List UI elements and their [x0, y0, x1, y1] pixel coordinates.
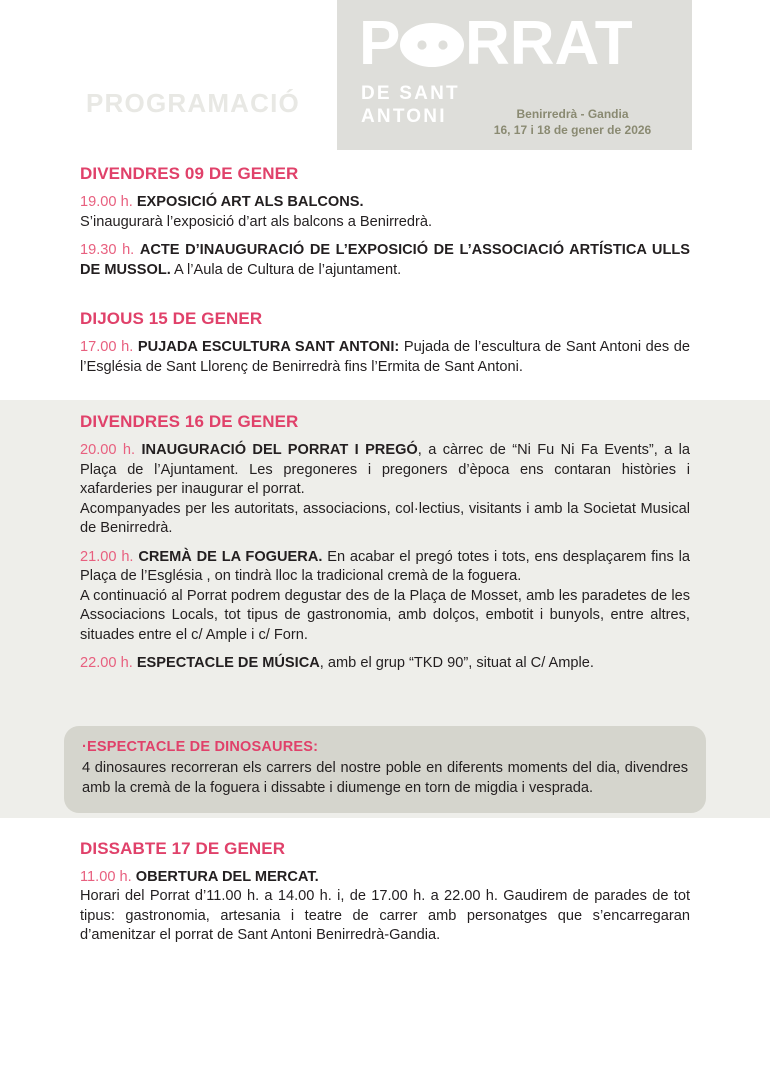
- svg-text:RRAT: RRAT: [465, 12, 633, 72]
- entry-line: [80, 548, 690, 587]
- entry-event: ACTE D’INAUGURACIÓ DE L’EXPOSICIÓ DE L’ASSOCIACIÓ ARTÍSTICA ULLS DE MUSSOL.: [80, 242, 691, 278]
- entry-line: [80, 338, 690, 377]
- program-content: [0, 152, 770, 955]
- program-entry: [80, 241, 690, 280]
- entry-line: [80, 193, 690, 213]
- entry-event: PUJADA ESCULTURA SANT ANTONI:: [137, 339, 400, 355]
- entry-extra-line: A continuació al Porrat podrem degustar des de la Plaça de Mosset, amb les paradetes de les Associacions Locals, tot tipus de gastronomia, amb dolços, embotit i bunyols, entre altres, situades entre el c/ Ample i c/ Forn.: [80, 587, 690, 643]
- entry-time: 21.00 h.: [80, 548, 134, 565]
- entry-event: ESPECTACLE DE MÚSICA: [136, 655, 320, 671]
- day-section-dijous-15: [0, 309, 770, 377]
- program-entry: [80, 654, 690, 674]
- porrat-wordmark: [359, 12, 671, 72]
- entry-line: [80, 241, 690, 280]
- dinosaur-callout-box: [64, 726, 706, 813]
- entry-extra-line: Acompanyades per les autoritats, associacions, col·lectius, visitants i amb la Societat Musical de Benirredrà.: [80, 500, 690, 536]
- event-location-dates: [465, 106, 680, 138]
- porrat-logo-subtitle-line1: DE SANT: [361, 83, 460, 104]
- entry-line: [80, 868, 690, 888]
- event-location: Benirredrà - Gandia: [516, 107, 629, 121]
- program-entry: [80, 868, 690, 946]
- entry-time: 20.00 h.: [80, 442, 136, 458]
- program-entry: [80, 193, 690, 232]
- day-heading: DIJOUS 15 DE GENER: [80, 309, 263, 328]
- day-heading: DIVENDRES 16 DE GENER: [80, 412, 299, 431]
- day-heading: DISSABTE 17 DE GENER: [80, 838, 286, 858]
- day-section-divendres-09: [0, 164, 770, 280]
- entry-time: 19.30 h.: [80, 242, 135, 258]
- event-dates: 16, 17 i 18 de gener de 2026: [493, 123, 652, 137]
- entry-event: OBERTURA DEL MERCAT.: [135, 868, 319, 885]
- document-header: [0, 0, 770, 152]
- entry-event: INAUGURACIÓ DEL PORRAT I PREGÓ: [141, 442, 418, 458]
- callout-body: 4 dinosaures recorreran els carrers del nostre poble en diferents moments del dia, divendres amb la cremà de la foguera i dissabte i diumenge en torn de migdia i vesprada.: [82, 760, 688, 796]
- entry-description: A l’Aula de Cultura de l’ajuntament.: [170, 261, 402, 278]
- porrat-logo-subtitle: [361, 82, 460, 128]
- entry-time: 19.00 h.: [80, 194, 133, 210]
- page-title: PROGRAMACIÓ: [86, 88, 300, 118]
- entry-time: 11.00 h.: [80, 868, 132, 885]
- day-section-divendres-16: [0, 412, 770, 674]
- program-entry: [80, 441, 690, 539]
- day-section-dissabte-17: [0, 839, 770, 946]
- porrat-logo-block: [337, 0, 692, 150]
- entry-event: EXPOSICIÓ ART ALS BALCONS.: [136, 194, 364, 210]
- svg-text:P: P: [359, 12, 400, 72]
- entry-time: 17.00 h.: [80, 339, 134, 355]
- entry-description: En acabar el pregó totes i tots, ens desplaçarem fins la Plaça de l’Església , on tindrà lloc la tradicional cremà de la foguera.: [80, 548, 690, 584]
- callout-title: ·ESPECTACLE DE DINOSAURES:: [82, 739, 319, 755]
- entry-description: Pujada de l’escultura de Sant Antoni des de l’Església de Sant Llorenç de Benirredrà fins l’Ermita de Sant Antoni.: [80, 339, 691, 375]
- day-heading: DIVENDRES 09 DE GENER: [80, 164, 299, 183]
- entry-extra-line: Horari del Porrat d’11.00 h. a 14.00 h. i, de 17.00 h. a 22.00 h. Gaudirem de parades de tot tipus: gastronomia, artesania i teatre de carrer amb personatges que s’encarregaran d’amenitzar el porrat de Sant Antoni Benirredrà-Gandia.: [80, 888, 690, 943]
- entry-description: , a càrrec de “Ni Fu Ni Fa Events”, a la Plaça de l’Ajuntament. Les pregoneres i pregoners d’època ens contaran històries i xafarderies per inaugurar el porrat.: [80, 442, 691, 497]
- pig-snout-icon: [400, 23, 464, 67]
- entry-line: [80, 654, 690, 674]
- entry-event: CREMÀ DE LA FOGUERA.: [138, 548, 323, 565]
- entry-time: 22.00 h.: [80, 655, 133, 671]
- porrat-logo-subtitle-line2: ANTONI: [361, 106, 447, 127]
- program-entry: [80, 338, 690, 377]
- program-entry: [80, 548, 690, 646]
- entry-extra-line: S’inaugurarà l’exposició d’art als balcons a Benirredrà.: [80, 213, 433, 230]
- entry-line: [80, 441, 690, 500]
- entry-description: , amb el grup “TKD 90”, situat al C/ Ample.: [319, 655, 594, 671]
